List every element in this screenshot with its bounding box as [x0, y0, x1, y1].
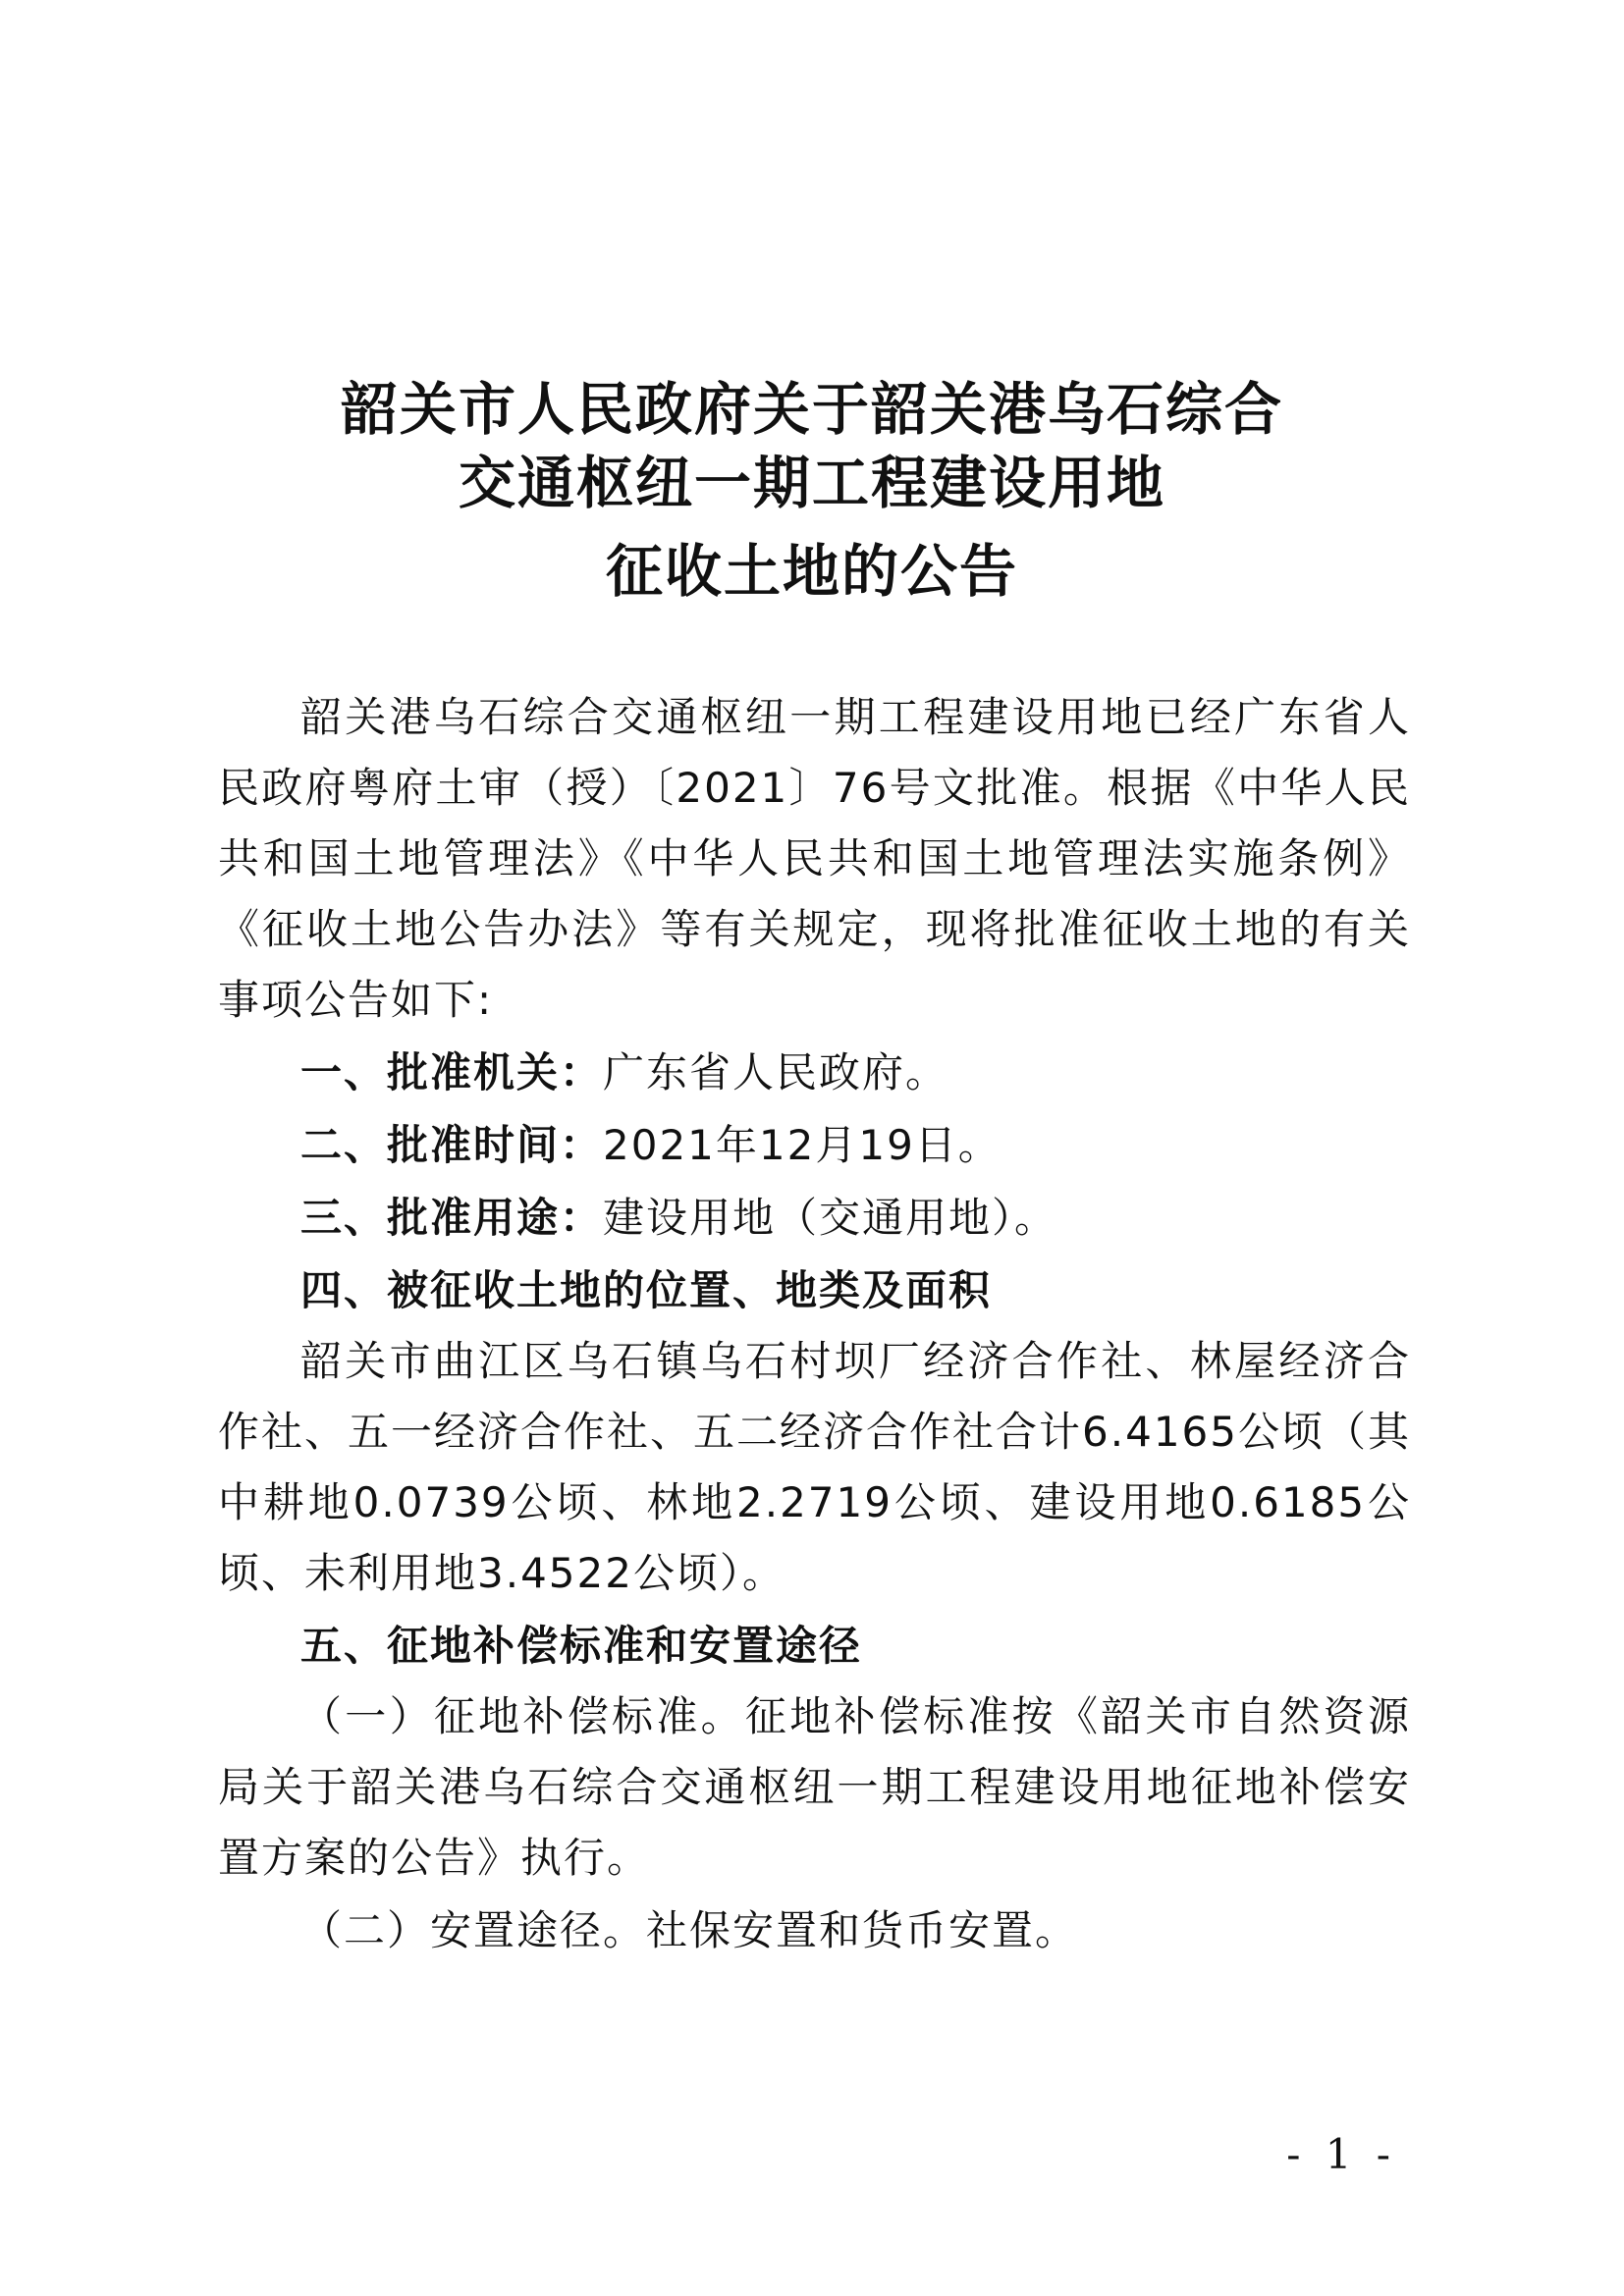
section-4-heading: 四、被征收土地的位置、地类及面积 [300, 1266, 993, 1314]
approval-date-value: 2021年12月19日。 [603, 1121, 1001, 1169]
approval-use-label: 三、批准用途： [300, 1194, 604, 1242]
document-body [218, 682, 1411, 1966]
approval-authority-label: 一、批准机关： [300, 1048, 604, 1096]
section-5-heading: 五、征地补偿标准和安置途径 [300, 1622, 863, 1670]
section-5-sub-1: （一）征地补偿标准。征地补偿标准按《韶关市自然资源局关于韶关港乌石综合交通枢纽一期工程建设用地征地补偿安置方案的公告》执行。 [218, 1692, 1411, 1882]
section-5-sub-2: （二）安置途径。社保安置和货币安置。 [300, 1906, 1079, 1954]
title-line-3: 征收土地的公告 [605, 538, 1018, 605]
approval-use-value: 建设用地（交通用地）。 [603, 1194, 1058, 1242]
section-4-text: 韶关市曲江区乌石镇乌石村坝厂经济合作社、林屋经济合作社、五一经济合作社、五二经济合作社合计6.4165公顷（其中耕地0.0739公顷、林地2.2719公顷、建设用地0.6185公顷、未利用地3.4522公顷）。 [218, 1337, 1411, 1597]
title-line-1: 韶关市人民政府关于韶关港乌石综合 [340, 376, 1283, 443]
title-line-2: 交通枢纽一期工程建设用地 [458, 450, 1165, 516]
approval-date-label: 二、批准时间： [300, 1121, 604, 1169]
intro-paragraph: 韶关港乌石综合交通枢纽一期工程建设用地已经广东省人民政府粤府土审（授）〔2021〕76号文批准。根据《中华人民共和国土地管理法》《中华人民共和国土地管理法实施条例》《征收土地公告办法》等有关规定，现将批准征收土地的有关事项公告如下: [218, 693, 1411, 1024]
page-number: - 1 - [1286, 2130, 1396, 2178]
approval-date-item [218, 1110, 1411, 1181]
approval-authority-item [218, 1038, 1411, 1108]
approval-authority-value: 广东省人民政府。 [603, 1048, 949, 1096]
approval-use-item [218, 1183, 1411, 1254]
